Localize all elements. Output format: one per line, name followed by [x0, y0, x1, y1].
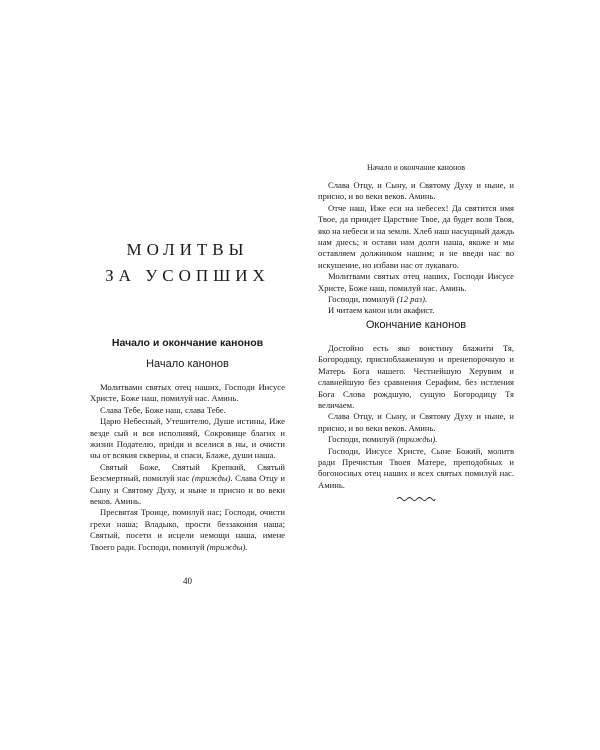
wave-ornament [318, 490, 514, 508]
rubric: (трижды). [396, 434, 438, 445]
subsection-title: Начало канонов [146, 358, 229, 370]
paragraph: Святый Боже, Святый Крепкий, Святый Безсмертный, помилуй нас (трижды). Слава Отцу и Сыну и Святому Духу, и ныне и присно и во веки веков. Аминь. [90, 461, 285, 507]
paragraph: И читаем канон или акафист. [328, 305, 435, 316]
paragraph: Господи, Иисусе Христе, Сыне Божий, молитв ради Пречистыя Твоея Матере, преподобных и богоносных отец наших и всех святых помилуй нас. Аминь. [318, 445, 514, 490]
paragraph: Молитвами святых отец наших, Господи Иисусе Христе, Боже наш, помилуй нас. Аминь. [318, 271, 514, 293]
page-number: 40 [183, 576, 192, 586]
running-head: Начало и окончание канонов [366, 163, 466, 172]
right-body-text-top [318, 180, 514, 317]
paragraph: Слава Тебе, Боже наш, слава Тебе. [100, 404, 226, 415]
paragraph: Достойно есть яко воистину блажити Тя, Богородицу, присноблаженную и пренепорочную и Матерь Бога нашего. Честнейшую Херувим и славнейшую без сравнения Серафим, без истления Бога Слова рождшую, сущую Богородицу Тя величаем. [318, 343, 514, 411]
rubric: (трижды). [191, 473, 233, 484]
paragraph: Слава Отцу, и Сыну, и Святому Духу и ныне, и присно, и во веки веков. Аминь. [318, 180, 514, 202]
left-body-text [90, 382, 285, 553]
paragraph: Молитвами святых отец наших, Господи Иисусе Христе, Боже наш, помилуй нас. Аминь. [90, 382, 285, 404]
paragraph: Господи, помилуй (12 раз). [328, 294, 428, 305]
paragraph: Царю Небесный, Утешителю, Душе истины, Иже везде сый и вся исполняяй, Сокровище благих и жизни Подателю, приіди и вселися в ны, и очисти ны от всякия скверны, и спаси, Блаже, души наша. [90, 416, 285, 461]
paragraph: Отче наш, Иже еси на небесех! Да святится имя Твое, да приидет Царствие Твое, да будет воля Твоя, яко на небеси и на земли. Хлеб наш насущный даждь нам днесь; и остави нам долги наша, якоже и мы оставляем должником нашим; и не введи нас во искушение, но избави нас от лукаваго. [318, 202, 514, 270]
wave-ornament-icon [396, 495, 436, 503]
paragraph: Слава Отцу, и Сыну, и Святому Духу и ныне, и присно, и во веки веков. Аминь. [318, 411, 514, 433]
left-page [90, 0, 285, 750]
subsection-title: Окончание канонов [365, 319, 467, 331]
rubric: (12 раз). [396, 294, 428, 305]
chapter-heading-line-1: МОЛИТВЫ [126, 240, 249, 259]
right-body-text-bottom [318, 343, 514, 491]
right-page [318, 0, 514, 750]
section-title: Начало и окончание канонов [111, 337, 264, 349]
paragraph: Господи, помилуй (трижды). [328, 434, 438, 445]
chapter-heading-line-2: ЗА УСОПШИХ [105, 266, 270, 285]
rubric: (трижды). [206, 541, 248, 552]
paragraph: Пресвятая Троице, помилуй нас; Господи, очисти грехи наша; Владыко, прости беззакония наша; Святый, посети и исцели немощи наша, имене Твоего ради. Господи, помилуй (трижды). [90, 507, 285, 552]
